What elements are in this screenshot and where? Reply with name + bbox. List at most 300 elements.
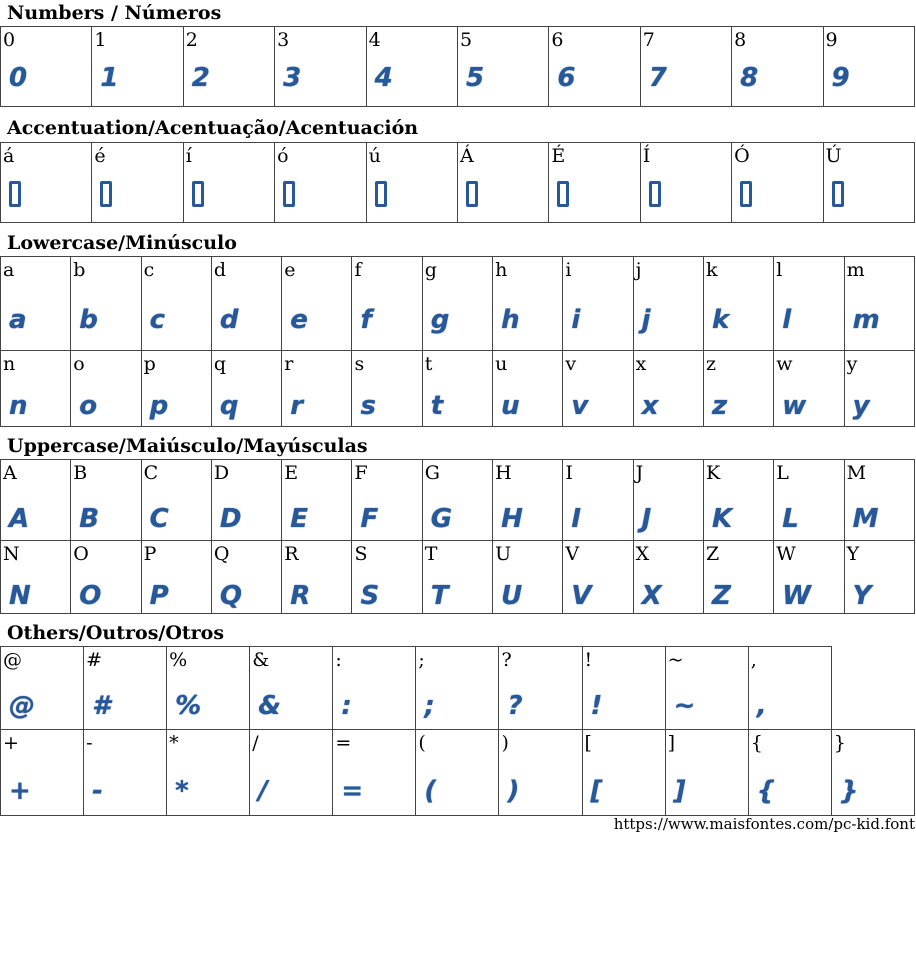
glyph-sample: Q bbox=[219, 581, 242, 611]
glyph-sample: 7 bbox=[648, 63, 667, 93]
accentuation-table bbox=[0, 142, 915, 223]
char-cell bbox=[352, 460, 422, 541]
char-label: S bbox=[354, 543, 368, 565]
char-label: b bbox=[73, 259, 86, 281]
missing-glyph-icon bbox=[100, 181, 112, 214]
char-cell bbox=[493, 460, 563, 541]
char-label: l bbox=[776, 259, 783, 281]
char-cell bbox=[844, 257, 914, 351]
glyph-sample: u bbox=[501, 391, 520, 421]
char-cell bbox=[250, 730, 333, 816]
char-label: O bbox=[73, 543, 89, 565]
missing-glyph-box-icon bbox=[9, 181, 21, 207]
char-label: Ú bbox=[825, 145, 842, 167]
glyph-sample: C bbox=[149, 504, 169, 534]
missing-glyph-icon bbox=[375, 181, 387, 214]
others-row bbox=[1, 730, 915, 816]
char-cell bbox=[732, 27, 823, 107]
glyph-sample: j bbox=[641, 305, 651, 335]
numbers-row bbox=[1, 27, 915, 107]
uppercase-row bbox=[1, 460, 915, 541]
char-label: m bbox=[846, 259, 865, 281]
char-cell bbox=[563, 257, 633, 351]
char-label: d bbox=[213, 259, 227, 281]
glyph-sample: ~ bbox=[673, 691, 696, 721]
char-cell bbox=[844, 460, 914, 541]
others-table bbox=[0, 646, 915, 816]
char-label: Z bbox=[705, 543, 720, 565]
glyph-sample: B bbox=[79, 504, 100, 534]
glyph-sample: a bbox=[9, 305, 27, 335]
glyph-sample: } bbox=[839, 776, 859, 806]
char-label: X bbox=[635, 543, 650, 565]
char-cell bbox=[665, 647, 748, 730]
glyph-sample: = bbox=[341, 776, 364, 806]
char-label: 3 bbox=[277, 29, 290, 51]
lowercase-grid bbox=[0, 256, 915, 427]
glyph-sample: * bbox=[175, 776, 189, 806]
glyph-sample: i bbox=[571, 305, 581, 335]
char-label: é bbox=[94, 145, 106, 167]
char-label: P bbox=[143, 543, 157, 565]
missing-glyph-icon bbox=[466, 181, 478, 214]
char-label: 6 bbox=[551, 29, 564, 51]
char-cell bbox=[333, 730, 416, 816]
missing-glyph-box-icon bbox=[740, 181, 752, 207]
glyph-sample: [ bbox=[590, 776, 603, 806]
char-cell bbox=[640, 27, 731, 107]
char-label: ] bbox=[667, 732, 676, 754]
missing-glyph-icon bbox=[557, 181, 569, 214]
glyph-sample: L bbox=[782, 504, 799, 534]
char-cell bbox=[499, 730, 582, 816]
char-label: ú bbox=[368, 145, 381, 167]
char-cell bbox=[275, 143, 366, 223]
char-label: R bbox=[284, 543, 299, 565]
char-label: } bbox=[833, 732, 846, 754]
char-label: I bbox=[565, 462, 573, 484]
char-cell bbox=[422, 257, 492, 351]
glyph-sample: @ bbox=[9, 691, 35, 721]
char-cell bbox=[422, 541, 492, 614]
glyph-sample: k bbox=[711, 305, 730, 335]
char-label: g bbox=[424, 259, 437, 281]
char-label: j bbox=[635, 259, 642, 281]
glyph-sample: H bbox=[501, 504, 523, 534]
char-cell bbox=[282, 257, 352, 351]
glyph-sample: v bbox=[571, 391, 589, 421]
glyph-sample: z bbox=[711, 391, 728, 421]
char-cell bbox=[1, 730, 84, 816]
glyph-sample: 4 bbox=[374, 63, 393, 93]
missing-glyph-icon bbox=[832, 181, 844, 214]
glyph-sample: : bbox=[341, 691, 352, 721]
char-cell bbox=[1, 647, 84, 730]
glyph-sample: R bbox=[290, 581, 311, 611]
char-label: r bbox=[284, 353, 294, 375]
char-label: T bbox=[424, 543, 438, 565]
char-label: w bbox=[776, 353, 793, 375]
char-cell bbox=[422, 351, 492, 427]
char-cell bbox=[748, 647, 831, 730]
char-label: E bbox=[284, 462, 299, 484]
char-cell bbox=[1, 257, 71, 351]
char-cell bbox=[823, 27, 914, 107]
missing-glyph-box-icon bbox=[375, 181, 387, 207]
glyph-sample: N bbox=[9, 581, 31, 611]
numbers-grid bbox=[0, 26, 915, 107]
char-cell bbox=[84, 647, 167, 730]
glyph-sample: b bbox=[79, 305, 98, 335]
glyph-sample: x bbox=[641, 391, 659, 421]
glyph-sample: ? bbox=[507, 691, 523, 721]
glyph-sample: F bbox=[360, 504, 379, 534]
char-cell bbox=[493, 351, 563, 427]
glyph-sample: / bbox=[258, 776, 268, 806]
char-label: { bbox=[750, 732, 763, 754]
char-label: - bbox=[86, 732, 93, 754]
char-cell bbox=[84, 730, 167, 816]
char-label: ~ bbox=[667, 649, 684, 671]
char-cell bbox=[774, 460, 844, 541]
glyph-sample: w bbox=[782, 391, 807, 421]
char-cell bbox=[282, 351, 352, 427]
char-cell bbox=[416, 730, 499, 816]
char-label: : bbox=[335, 649, 342, 671]
missing-glyph-box-icon bbox=[649, 181, 661, 207]
char-label: Í bbox=[642, 145, 651, 167]
char-label: 9 bbox=[825, 29, 838, 51]
char-label: ; bbox=[418, 649, 425, 671]
section-title-numbers: Numbers / Números bbox=[7, 2, 222, 24]
char-cell bbox=[211, 541, 281, 614]
glyph-sample: G bbox=[430, 504, 453, 534]
char-cell bbox=[183, 143, 274, 223]
glyph-sample: ; bbox=[424, 691, 435, 721]
glyph-sample: { bbox=[756, 776, 776, 806]
glyph-sample: A bbox=[9, 504, 30, 534]
char-label: M bbox=[846, 462, 867, 484]
uppercase-table bbox=[0, 459, 915, 614]
char-cell bbox=[493, 257, 563, 351]
others-grid bbox=[0, 646, 915, 816]
glyph-sample: S bbox=[360, 581, 380, 611]
char-label: t bbox=[424, 353, 433, 375]
char-label: Y bbox=[846, 543, 860, 565]
glyph-sample: & bbox=[258, 691, 281, 721]
glyph-sample: p bbox=[149, 391, 169, 421]
char-cell bbox=[1, 541, 71, 614]
char-label: U bbox=[495, 543, 512, 565]
char-label: + bbox=[3, 732, 19, 754]
glyph-sample: m bbox=[852, 305, 880, 335]
char-cell bbox=[703, 351, 773, 427]
char-cell bbox=[457, 143, 548, 223]
char-cell bbox=[563, 351, 633, 427]
glyph-sample: d bbox=[219, 305, 239, 335]
uppercase-row bbox=[1, 541, 915, 614]
char-label: W bbox=[776, 543, 796, 565]
char-label: f bbox=[354, 259, 362, 281]
glyph-sample: K bbox=[711, 504, 733, 534]
glyph-sample: + bbox=[9, 776, 31, 806]
glyph-sample: 1 bbox=[100, 63, 119, 93]
lowercase-row bbox=[1, 257, 915, 351]
char-label: p bbox=[143, 353, 156, 375]
char-cell bbox=[141, 460, 211, 541]
char-label: N bbox=[3, 543, 20, 565]
section-title-accentuation: Accentuation/Acentuação/Acentuación bbox=[7, 117, 419, 139]
char-label: J bbox=[635, 462, 644, 484]
char-cell bbox=[633, 541, 703, 614]
char-cell bbox=[366, 143, 457, 223]
glyph-sample: s bbox=[360, 391, 376, 421]
glyph-sample: t bbox=[430, 391, 444, 421]
char-cell bbox=[732, 143, 823, 223]
char-cell bbox=[640, 143, 731, 223]
char-cell bbox=[167, 730, 250, 816]
glyph-sample: U bbox=[501, 581, 523, 611]
char-label: @ bbox=[3, 649, 22, 671]
char-cell bbox=[71, 541, 141, 614]
char-label: ( bbox=[418, 732, 426, 754]
glyph-sample: I bbox=[571, 504, 582, 534]
char-label: 7 bbox=[642, 29, 655, 51]
glyph-sample: 3 bbox=[283, 63, 302, 93]
char-label: [ bbox=[584, 732, 592, 754]
char-cell bbox=[366, 27, 457, 107]
char-label: k bbox=[705, 259, 718, 281]
glyph-sample: q bbox=[219, 391, 239, 421]
char-cell bbox=[831, 730, 914, 816]
char-label: Ó bbox=[734, 145, 750, 167]
missing-glyph-icon bbox=[192, 181, 204, 214]
missing-glyph-box-icon bbox=[283, 181, 295, 207]
char-label: 4 bbox=[368, 29, 381, 51]
glyph-sample: T bbox=[430, 581, 449, 611]
char-label: & bbox=[252, 649, 270, 671]
char-label: % bbox=[169, 649, 188, 671]
char-label: * bbox=[169, 732, 179, 754]
glyph-sample: # bbox=[92, 691, 111, 721]
char-label: V bbox=[565, 543, 580, 565]
char-cell bbox=[333, 647, 416, 730]
char-label: L bbox=[776, 462, 789, 484]
char-label: í bbox=[185, 145, 192, 167]
char-label: # bbox=[86, 649, 102, 671]
char-cell bbox=[844, 351, 914, 427]
char-label: ! bbox=[584, 649, 593, 671]
char-label: z bbox=[705, 353, 716, 375]
glyph-sample: , bbox=[756, 691, 767, 721]
numbers-table bbox=[0, 26, 915, 107]
glyph-sample: ) bbox=[507, 776, 520, 806]
glyph-sample: 5 bbox=[465, 63, 485, 93]
char-cell bbox=[211, 257, 281, 351]
glyph-sample: ] bbox=[673, 776, 686, 806]
section-title-uppercase: Uppercase/Maiúsculo/Mayúsculas bbox=[7, 435, 368, 457]
char-cell bbox=[282, 460, 352, 541]
glyph-sample: f bbox=[360, 305, 372, 335]
accents-row bbox=[1, 143, 915, 223]
char-cell bbox=[71, 257, 141, 351]
char-label: D bbox=[213, 462, 230, 484]
char-label: 0 bbox=[3, 29, 16, 51]
uppercase-grid bbox=[0, 459, 915, 614]
char-label: n bbox=[3, 353, 16, 375]
others-row bbox=[1, 647, 915, 730]
glyph-sample: W bbox=[782, 581, 811, 611]
char-cell bbox=[282, 541, 352, 614]
glyph-sample: 0 bbox=[9, 63, 28, 93]
char-cell bbox=[1, 351, 71, 427]
glyph-sample: Z bbox=[711, 581, 731, 611]
char-label: ? bbox=[501, 649, 512, 671]
char-label: x bbox=[635, 353, 647, 375]
char-label: v bbox=[565, 353, 577, 375]
char-cell bbox=[1, 27, 92, 107]
char-label: 2 bbox=[185, 29, 198, 51]
char-label: É bbox=[551, 145, 566, 167]
char-label: 8 bbox=[734, 29, 747, 51]
char-cell bbox=[352, 351, 422, 427]
glyph-sample: y bbox=[852, 391, 870, 421]
char-cell bbox=[352, 541, 422, 614]
char-cell bbox=[563, 541, 633, 614]
char-label: H bbox=[495, 462, 512, 484]
char-cell bbox=[748, 730, 831, 816]
char-label: á bbox=[3, 145, 15, 167]
char-cell bbox=[774, 257, 844, 351]
glyph-sample: h bbox=[501, 305, 520, 335]
glyph-sample: O bbox=[79, 581, 102, 611]
char-label: a bbox=[3, 259, 15, 281]
char-label: B bbox=[73, 462, 88, 484]
char-cell bbox=[92, 143, 183, 223]
char-label: e bbox=[284, 259, 296, 281]
char-cell bbox=[499, 647, 582, 730]
char-cell bbox=[275, 27, 366, 107]
char-cell bbox=[703, 460, 773, 541]
glyph-sample: 9 bbox=[831, 63, 850, 93]
char-label: q bbox=[213, 353, 227, 375]
missing-glyph-box-icon bbox=[100, 181, 112, 207]
section-title-lowercase: Lowercase/Minúsculo bbox=[7, 232, 237, 254]
char-cell bbox=[549, 143, 640, 223]
char-cell bbox=[1, 143, 92, 223]
glyph-sample: P bbox=[149, 581, 169, 611]
char-cell bbox=[633, 460, 703, 541]
char-label: F bbox=[354, 462, 368, 484]
char-cell bbox=[352, 257, 422, 351]
char-label: ó bbox=[277, 145, 289, 167]
char-cell bbox=[92, 27, 183, 107]
glyph-sample: c bbox=[149, 305, 166, 335]
char-cell bbox=[457, 27, 548, 107]
char-cell bbox=[774, 351, 844, 427]
char-cell bbox=[71, 460, 141, 541]
missing-glyph-box-icon bbox=[192, 181, 204, 207]
char-label: C bbox=[143, 462, 159, 484]
char-cell bbox=[774, 541, 844, 614]
lowercase-row bbox=[1, 351, 915, 427]
char-label: i bbox=[565, 259, 572, 281]
char-label: ) bbox=[501, 732, 509, 754]
char-cell bbox=[141, 257, 211, 351]
char-label: G bbox=[424, 462, 440, 484]
char-cell bbox=[211, 351, 281, 427]
char-label: K bbox=[705, 462, 721, 484]
glyph-sample: e bbox=[290, 305, 308, 335]
char-label: Á bbox=[459, 145, 474, 167]
missing-glyph-box-icon bbox=[557, 181, 569, 207]
char-label: c bbox=[143, 259, 155, 281]
section-title-others: Others/Outros/Otros bbox=[7, 622, 225, 644]
char-cell bbox=[167, 647, 250, 730]
char-cell bbox=[1, 460, 71, 541]
glyph-sample: 2 bbox=[191, 63, 210, 93]
char-cell bbox=[493, 541, 563, 614]
missing-glyph-icon bbox=[283, 181, 295, 214]
glyph-sample: r bbox=[290, 391, 304, 421]
glyph-sample: X bbox=[641, 581, 662, 611]
missing-glyph-box-icon bbox=[832, 181, 844, 207]
char-label: A bbox=[3, 462, 17, 484]
char-cell bbox=[703, 257, 773, 351]
char-cell bbox=[823, 143, 914, 223]
char-cell bbox=[633, 351, 703, 427]
char-cell bbox=[549, 27, 640, 107]
source-url: https://www.maisfontes.com/pc-kid.font bbox=[613, 815, 915, 833]
char-cell bbox=[582, 730, 665, 816]
char-cell bbox=[844, 541, 914, 614]
missing-glyph-icon bbox=[9, 181, 21, 214]
char-cell bbox=[582, 647, 665, 730]
char-cell bbox=[250, 647, 333, 730]
missing-glyph-icon bbox=[740, 181, 752, 214]
glyph-sample: 6 bbox=[557, 63, 576, 93]
glyph-sample: ! bbox=[590, 691, 603, 721]
char-label: y bbox=[846, 353, 858, 375]
char-cell bbox=[71, 351, 141, 427]
glyph-sample: D bbox=[219, 504, 242, 534]
char-label: s bbox=[354, 353, 365, 375]
char-cell bbox=[141, 351, 211, 427]
glyph-sample: g bbox=[430, 305, 450, 335]
char-cell bbox=[183, 27, 274, 107]
accentuation-grid bbox=[0, 142, 915, 223]
glyph-sample: V bbox=[571, 581, 592, 611]
char-label: Q bbox=[213, 543, 230, 565]
char-cell bbox=[422, 460, 492, 541]
glyph-sample: J bbox=[641, 504, 652, 534]
glyph-sample: - bbox=[92, 776, 103, 806]
glyph-sample: o bbox=[79, 391, 98, 421]
missing-glyph-icon bbox=[649, 181, 661, 214]
lowercase-table bbox=[0, 256, 915, 427]
missing-glyph-box-icon bbox=[466, 181, 478, 207]
char-cell bbox=[563, 460, 633, 541]
char-cell bbox=[665, 730, 748, 816]
char-label: / bbox=[252, 732, 259, 754]
glyph-sample: 8 bbox=[740, 63, 759, 93]
char-label: 5 bbox=[459, 29, 473, 51]
glyph-sample: E bbox=[290, 504, 308, 534]
char-cell bbox=[211, 460, 281, 541]
glyph-sample: l bbox=[782, 305, 792, 335]
char-cell bbox=[416, 647, 499, 730]
glyph-sample: ( bbox=[424, 776, 437, 806]
